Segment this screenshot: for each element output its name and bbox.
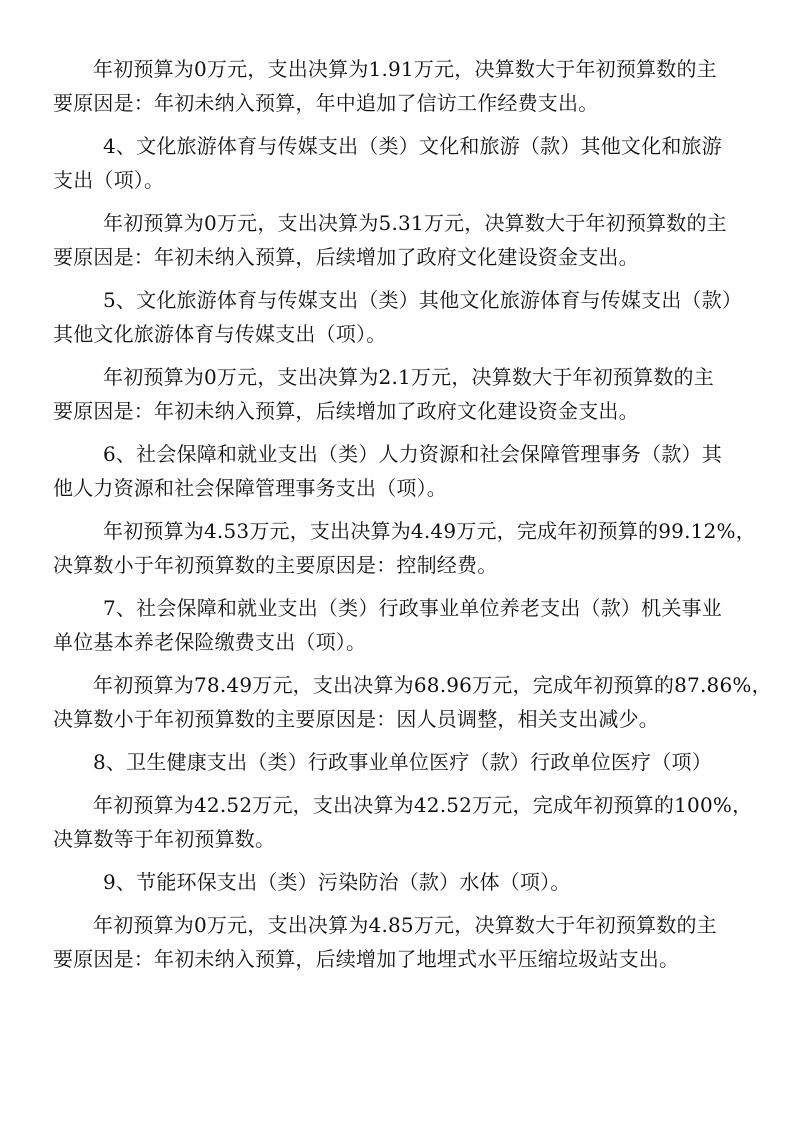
text-line: 年初预算为0万元，支出决算为4.85万元，决算数大于年初预算数的主 <box>93 913 717 937</box>
text-line: 年初预算为0万元，支出决算为5.31万元，决算数大于年初预算数的主 <box>103 211 727 235</box>
text-line: 单位基本养老保险缴费支出（项）。 <box>53 630 367 654</box>
paragraph <box>53 591 743 659</box>
text-line: 他人力资源和社会保障管理事务支出（项）。 <box>53 476 447 500</box>
text-line: 年初预算为4.53万元，支出决算为4.49万元，完成年初预算的99.12%， <box>103 519 756 543</box>
text-line: 年初预算为78.49万元，支出决算为68.96万元，完成年初预算的87.86%， <box>93 673 772 697</box>
paragraph <box>53 360 743 428</box>
text-line: 8、卫生健康支出（类）行政事业单位医疗（款）行政单位医疗（项） <box>93 750 712 774</box>
paragraph <box>53 908 743 976</box>
text-line: 年初预算为0万元，支出决算为2.1万元，决算数大于年初预算数的主 <box>103 365 714 389</box>
text-line: 5、文化旅游体育与传媒支出（类）其他文化旅游体育与传媒支出（款） <box>103 288 743 312</box>
paragraph <box>53 283 743 351</box>
text-line: 9、节能环保支出（类）污染防治（款）水体（项）。 <box>103 870 571 894</box>
text-line: 支出（项）。 <box>53 168 165 192</box>
text-line: 年初预算为0万元，支出决算为1.91万元，决算数大于年初预算数的主 <box>93 57 717 81</box>
paragraph <box>53 437 743 505</box>
text-line: 其他文化旅游体育与传媒支出（项）。 <box>53 322 387 346</box>
paragraph <box>53 745 743 779</box>
text-line: 决算数小于年初预算数的主要原因是：控制经费。 <box>53 553 498 577</box>
paragraph <box>53 206 743 274</box>
paragraph <box>53 668 772 736</box>
text-line: 年初预算为42.52万元，支出决算为42.52万元，完成年初预算的100%， <box>93 793 753 817</box>
text-line: 要原因是：年初未纳入预算，年中追加了信访工作经费支出。 <box>53 91 599 115</box>
text-line: 6、社会保障和就业支出（类）人力资源和社会保障管理事务（款）其 <box>103 442 722 466</box>
text-line: 要原因是：年初未纳入预算，后续增加了地埋式水平压缩垃圾站支出。 <box>53 947 680 971</box>
paragraph <box>53 788 753 856</box>
paragraph <box>53 865 743 899</box>
text-line: 4、文化旅游体育与传媒支出（类）文化和旅游（款）其他文化和旅游 <box>103 134 722 158</box>
text-line: 要原因是：年初未纳入预算，后续增加了政府文化建设资金支出。 <box>53 245 639 269</box>
paragraph <box>53 52 743 120</box>
text-line: 7、社会保障和就业支出（类）行政事业单位养老支出（款）机关事业 <box>103 596 722 620</box>
paragraph <box>53 129 743 197</box>
text-line: 决算数小于年初预算数的主要原因是：因人员调整，相关支出减少。 <box>53 707 659 731</box>
paragraph <box>53 514 756 582</box>
text-line: 决算数等于年初预算数。 <box>53 827 276 851</box>
text-line: 要原因是：年初未纳入预算，后续增加了政府文化建设资金支出。 <box>53 399 639 423</box>
